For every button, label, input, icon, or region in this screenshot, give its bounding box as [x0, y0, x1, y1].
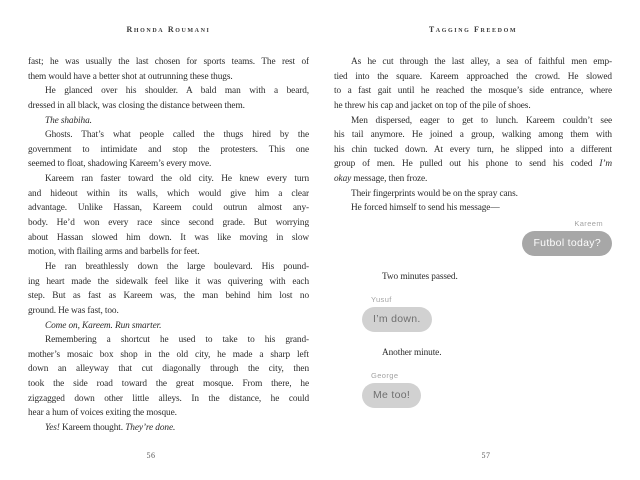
book-line: Remembering a shortcut he used to take to his grand- — [45, 335, 309, 346]
paragraph — [28, 128, 309, 172]
book-line: body. He’d won every race since second grade. But worrying — [28, 218, 309, 229]
book-line: tied into the square. Kareem approached the crowd. He slowed — [334, 71, 612, 82]
book-line: okay message, then froze. — [334, 174, 428, 185]
book-line: The shabiha. — [45, 115, 92, 126]
book-line: he threw his cap and jacket on top of the pile of shoes. — [334, 100, 531, 111]
right-page-number: 57 — [481, 451, 491, 460]
paragraph — [28, 84, 309, 113]
book-line: Men dispersed, eager to get to lunch. Kareem couldn’t see — [351, 115, 612, 126]
book-line: dressed in all black, was closing the distance between them. — [28, 100, 245, 111]
book-line: to a fast gait until he reached the mosque’s side entrance, where — [334, 86, 612, 97]
book-line: and hideout within its walls, which would give him a clear — [28, 188, 309, 199]
left-text-block — [28, 55, 309, 436]
book-line: Come on, Kareem. Run smarter. — [45, 320, 162, 331]
chat-sender-label: Kareem — [574, 219, 603, 229]
book-line: down an alleyway that cut diagonally through the city, then — [28, 364, 309, 375]
book-line: As he cut through the last alley, a sea of faithful men emp- — [351, 57, 612, 67]
right-text-block — [334, 55, 612, 216]
paragraph — [334, 55, 612, 114]
chat-entry — [362, 371, 612, 408]
book-line: He glanced over his shoulder. A bald man with a beard, — [45, 86, 309, 97]
chat-message-area — [334, 219, 612, 408]
left-page-content — [28, 25, 309, 436]
chat-sender-label: Yusuf — [371, 295, 392, 305]
right-page — [320, 0, 640, 480]
book-line: zigzagged down other little alleys. In the distance, he could — [28, 393, 309, 404]
book-line: He ran breathlessly down the large boulevard. His pound- — [45, 261, 309, 272]
left-page-number: 56 — [146, 451, 156, 460]
paragraph — [28, 114, 309, 129]
chat-sender-label: George — [371, 371, 399, 381]
book-line: fast; he was usually the last chosen for sports teams. The rest of — [28, 57, 309, 67]
book-line: seemed to float, shadowing Kareem’s every move. — [28, 159, 212, 170]
chat-entry — [362, 219, 612, 256]
book-line: ing heart made the sidewalk feel like it was quivering with each — [28, 276, 309, 287]
narration-line: Another minute. — [382, 348, 442, 359]
book-line: advantage. Unlike Hassan, Kareem could outrun almost any- — [28, 203, 309, 214]
paragraph — [28, 421, 309, 436]
paragraph — [28, 172, 309, 260]
book-line: took the side road toward the great mosque. From there, he — [28, 379, 309, 390]
paragraph — [334, 114, 612, 187]
right-page-content — [334, 25, 612, 408]
running-head-title: Tagging Freedom — [428, 25, 518, 34]
book-line: ground. He was fast, too. — [28, 305, 119, 316]
book-line: his tail anymore. He joined a group, walking among them with — [334, 130, 612, 141]
chat-bubble: I’m down. — [362, 307, 432, 332]
narration-line: Two minutes passed. — [382, 272, 458, 283]
paragraph — [28, 333, 309, 421]
book-line: about Hassan slowed him down. It was like moving in slow — [28, 232, 309, 243]
running-head-author: Rhonda Roumani — [126, 25, 211, 34]
book-line: He forced himself to send his message— — [351, 203, 500, 214]
book-line: group of men. He pulled out his phone to send his coded I’m — [334, 159, 612, 170]
book-line: motion, with flailing arms and barbells for feet. — [28, 247, 200, 258]
paragraph — [28, 319, 309, 334]
paragraph — [334, 187, 612, 202]
book-line: hear a hum of voices exiting the mosque. — [28, 408, 177, 419]
chat-bubble: Me too! — [362, 383, 421, 408]
book-line: his chin tucked down. At every turn, he slipped into a different — [334, 144, 612, 155]
paragraph — [334, 201, 612, 216]
book-line: Kareem ran faster toward the old city. He knew every turn — [45, 174, 309, 185]
chat-bubble: Futbol today? — [522, 231, 612, 256]
book-line: mother’s mosaic box shop in the old city, he made a sharp left — [28, 349, 309, 360]
paragraph — [28, 55, 309, 84]
book-line: government to intimidate and stop the protesters. This one — [28, 144, 309, 155]
book-line: them would have a better shot at outrunning these thugs. — [28, 71, 233, 82]
book-line: Their fingerprints would be on the spray cans. — [351, 188, 518, 199]
book-line: Ghosts. That’s what people called the thugs hired by the — [45, 130, 309, 141]
chat-entry — [362, 295, 612, 332]
book-line: step. But as fast as Kareem was, the man behind him lost no — [28, 291, 309, 302]
paragraph — [28, 260, 309, 319]
book-line: Yes! Kareem thought. They’re done. — [45, 423, 176, 434]
